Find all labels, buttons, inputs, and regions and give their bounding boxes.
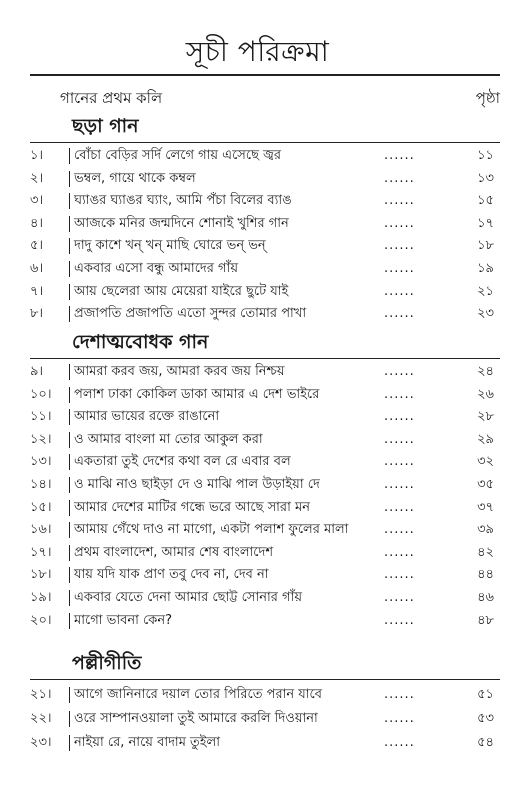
entry-divider (69, 306, 70, 322)
entry-page-number: ৪৬ (477, 590, 494, 605)
entry-leader-dots: ...... (384, 148, 415, 163)
entry-leader-dots: ...... (384, 431, 415, 447)
entry-leader-dots: ...... (384, 364, 415, 379)
entry-number: ১৪। (30, 477, 52, 492)
entry-leader-dots: ...... (384, 612, 415, 628)
entry-page-number: ৪৪ (477, 567, 494, 583)
toc-entry (0, 360, 515, 384)
entry-title: ও আমার বাংলা মা তোর আকুল করা (74, 431, 263, 447)
toc-entry (0, 518, 515, 542)
entry-page-number: ৪৮ (477, 612, 494, 628)
entry-page-number: ৩৯ (477, 522, 494, 538)
entry-leader-dots: ...... (384, 193, 415, 209)
entry-title: বোঁচা বেড়ির সর্দি লেগে গায় এসেছে জ্বর (74, 148, 282, 163)
entry-title: আগে জানিনারে দয়াল তোর পিরিতে পরান যাবে (74, 687, 322, 702)
toc-entry (0, 450, 515, 474)
entry-divider (69, 500, 70, 516)
entry-page-number: ১৭ (477, 215, 494, 231)
entry-leader-dots: ...... (384, 477, 415, 492)
toc-entry (0, 541, 515, 565)
entry-divider (69, 171, 70, 187)
entry-leader-dots: ...... (384, 261, 415, 276)
entry-title: নাইয়া রে, নায়ে বাদাম তুইলা (74, 735, 221, 750)
entry-number: ৬। (30, 261, 44, 276)
toc-entry (0, 234, 515, 258)
entry-leader-dots: ...... (384, 567, 415, 583)
entry-title: আমায় গেঁথে দাও না মাগো, একটা পলাশ ফুলের মালা (74, 522, 349, 538)
column-header-page: পৃষ্ঠা (475, 89, 500, 107)
entry-divider (69, 148, 70, 164)
entry-page-number: ১৮ (477, 238, 494, 254)
entry-divider (69, 522, 70, 538)
entry-page-number: ৩৫ (477, 477, 494, 492)
toc-entry (0, 428, 515, 452)
section-title: পল্লীগীতি (72, 652, 142, 674)
entry-leader-dots: ...... (384, 590, 415, 605)
entry-page-number: ১১ (477, 148, 494, 163)
entry-page-number: ৩২ (477, 454, 494, 470)
section-title: ছড়া গান (72, 115, 139, 137)
entry-divider (69, 364, 70, 380)
section-rule (30, 679, 500, 680)
toc-entry (0, 280, 515, 304)
toc-entry (0, 383, 515, 407)
entry-number: ১১। (30, 409, 52, 425)
entry-title: একবার যেতে দেনা আমার ছোট্ট সোনার গাঁয় (74, 590, 302, 605)
entry-page-number: ৫১ (477, 687, 494, 702)
toc-entry (0, 189, 515, 213)
entry-page-number: ২৬ (477, 386, 494, 402)
title-rule (30, 74, 500, 76)
entry-page-number: ৫৩ (477, 711, 494, 726)
entry-leader-dots: ...... (384, 454, 415, 470)
entry-divider (69, 193, 70, 209)
entry-page-number: ৩৭ (477, 499, 494, 515)
entry-title: পলাশ ঢাকা কোকিল ডাকা আমার এ দেশ ভাইরে (74, 386, 320, 402)
entry-divider (69, 261, 70, 277)
entry-page-number: ১৯ (477, 261, 494, 276)
entry-number: ১৭। (30, 544, 52, 560)
entry-number: ১০। (30, 386, 52, 402)
page-title: সূচী পরিক্রমা (185, 35, 330, 68)
entry-title: দাদু কাশে খন্‌ খন্‌ মাছি ঘোরে ভন্‌ ভন্‌ (74, 238, 266, 254)
toc-entry (0, 257, 515, 281)
entry-leader-dots: ...... (384, 215, 415, 231)
toc-entry (0, 167, 515, 191)
entry-title: আমরা করব জয়, আমরা করব জয় নিশ্চয় (74, 364, 285, 379)
entry-number: ২। (30, 170, 44, 186)
entry-number: ১৫। (30, 499, 52, 515)
entry-title: একবার এসো বন্ধু আমাদের গাঁয় (74, 261, 238, 276)
entry-title: আমার দেশের মাটির গন্ধে ভরে আছে সারা মন (74, 499, 310, 515)
entry-divider (69, 567, 70, 583)
entry-page-number: ৪২ (477, 544, 494, 560)
toc-entry (0, 731, 515, 755)
entry-number: ৮। (30, 306, 44, 322)
entry-divider (69, 735, 70, 751)
entry-title: ভম্বল, গায়ে থাকে কম্বল (74, 170, 196, 186)
toc-entry (0, 405, 515, 429)
entry-divider (69, 216, 70, 232)
entry-leader-dots: ...... (384, 735, 415, 750)
entry-number: ১৩। (30, 454, 52, 470)
entry-number: ২২। (30, 711, 52, 726)
column-header-first-line: গানের প্রথম কলি (60, 89, 163, 107)
entry-number: ৩। (30, 193, 44, 209)
entry-title: আমার ভায়ের রক্তে রাঙানো (74, 409, 220, 425)
entry-leader-dots: ...... (384, 386, 415, 402)
entry-title: প্রজাপতি প্রজাপতি এতো সুন্দর তোমার পাখা (74, 306, 307, 322)
entry-title: একতারা তুই দেশের কথা বল রে এবার বল (74, 454, 291, 470)
entry-number: ১। (30, 148, 44, 163)
entry-leader-dots: ...... (384, 306, 415, 322)
toc-entry (0, 563, 515, 587)
entry-divider (69, 711, 70, 727)
entry-divider (69, 387, 70, 403)
entry-number: ২০। (30, 612, 52, 628)
entry-number: ১৬। (30, 522, 52, 538)
entry-page-number: ২১ (477, 283, 494, 299)
entry-number: ১৯। (30, 590, 52, 605)
toc-entry (0, 586, 515, 610)
entry-page-number: ৫৪ (477, 735, 494, 750)
toc-entry (0, 302, 515, 326)
entry-page-number: ২৯ (477, 431, 494, 447)
section-rule (30, 142, 500, 143)
toc-entry (0, 609, 515, 633)
entry-title: ওরে সাম্পানওয়ালা তুই আমারে করলি দিওয়ানা (74, 711, 318, 726)
entry-number: ৫। (30, 238, 44, 254)
entry-number: ৯। (30, 364, 44, 379)
toc-entry (0, 144, 515, 168)
entry-page-number: ১৫ (477, 193, 494, 209)
entry-title: ও মাঝি নাও ছাইড়া দে ও মাঝি পাল উড়াইয়া দে (74, 477, 320, 492)
entry-title: মাগো ভাবনা কেন? (74, 612, 173, 628)
entry-divider (69, 687, 70, 703)
entry-divider (69, 477, 70, 493)
entry-leader-dots: ...... (384, 687, 415, 702)
entry-leader-dots: ...... (384, 238, 415, 254)
entry-leader-dots: ...... (384, 499, 415, 515)
toc-entry (0, 473, 515, 497)
entry-divider (69, 284, 70, 300)
entry-number: ৪। (30, 215, 44, 231)
entry-leader-dots: ...... (384, 283, 415, 299)
entry-leader-dots: ...... (384, 409, 415, 425)
entry-title: ঘ্যাঙর ঘ্যাঙর ঘ্যাং, আমি পঁচা বিলের ব্যাঙ (74, 193, 292, 209)
toc-entry (0, 496, 515, 520)
entry-divider (69, 409, 70, 425)
entry-leader-dots: ...... (384, 544, 415, 560)
section-title: দেশাত্মবোধক গান (72, 331, 209, 353)
entry-number: ২৩। (30, 735, 52, 750)
entry-number: ৭। (30, 283, 44, 299)
entry-divider (69, 454, 70, 470)
entry-divider (69, 545, 70, 561)
toc-entry (0, 707, 515, 731)
entry-divider (69, 238, 70, 254)
toc-entry (0, 683, 515, 707)
entry-page-number: ২৪ (477, 364, 494, 379)
entry-divider (69, 432, 70, 448)
toc-entry (0, 212, 515, 236)
entry-title: যায় যদি যাক প্রাণ তবু দেব না, দেব না (74, 567, 269, 583)
entry-page-number: ১৩ (477, 170, 494, 186)
entry-leader-dots: ...... (384, 522, 415, 538)
entry-page-number: ২৮ (477, 409, 494, 425)
entry-number: ১২। (30, 431, 52, 447)
entry-divider (69, 613, 70, 629)
entry-title: প্রথম বাংলাদেশ, আমার শেষ বাংলাদেশ (74, 544, 274, 560)
entry-title: আয় ছেলেরা আয় মেয়েরা যাইরে ছুটে যাই (74, 283, 289, 299)
entry-leader-dots: ...... (384, 711, 415, 726)
entry-number: ২১। (30, 687, 52, 702)
entry-number: ১৮। (30, 567, 52, 583)
section-rule (30, 358, 500, 359)
entry-page-number: ২৩ (477, 306, 494, 322)
entry-divider (69, 590, 70, 606)
entry-title: আজকে মনির জন্মদিনে শোনাই খুশির গান (74, 215, 289, 231)
entry-leader-dots: ...... (384, 170, 415, 186)
